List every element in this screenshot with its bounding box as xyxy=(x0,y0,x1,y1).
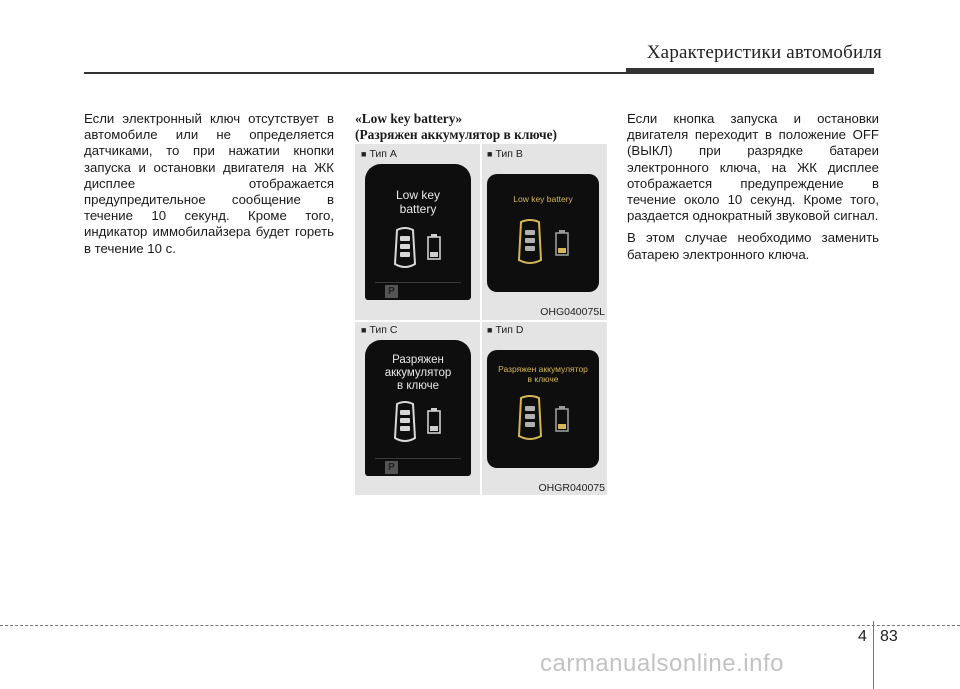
heading-russian: (Разряжен аккумулятор в ключе) xyxy=(355,127,558,143)
battery-icon xyxy=(555,230,569,256)
figure-divider-horizontal xyxy=(355,320,607,322)
panel-c-message: Разряжен аккумулятор в ключе xyxy=(384,354,452,392)
panel-separator xyxy=(375,282,461,283)
smart-key-icon xyxy=(517,394,543,442)
type-a-label: ■ Тип A xyxy=(361,148,397,160)
smart-key-icon xyxy=(393,400,417,444)
heading-english: «Low key battery» xyxy=(355,111,463,126)
display-panel-d xyxy=(487,350,599,468)
page-number-separator xyxy=(873,621,874,689)
square-bullet-icon: ■ xyxy=(487,149,493,159)
panel-separator xyxy=(375,458,461,459)
header-rule-accent xyxy=(626,68,874,73)
type-d-label: ■ Тип D xyxy=(487,324,524,336)
smart-key-icon xyxy=(393,226,417,270)
left-paragraph: Если электронный ключ отсутствует в автомобиле или не определяется датчиками, то при нажатии кнопки запуска и остановки двигателя на ЖК дисплее отображается предупредительное сообщение в течение 10 секунд. Кроме того, индикатор иммобилайзера будет гореть в течение 10 с. xyxy=(84,111,334,256)
smart-key-icon xyxy=(517,218,543,266)
right-paragraph-1: Если кнопка запуска и остановки двигателя переходит в положение OFF (ВЫКЛ) при разрядке батареи электронного ключа, на ЖК дисплее отображается предупреждение в течение около 10 секунд. Кроме того, раздается однократный звуковой сигнал. xyxy=(627,111,879,224)
square-bullet-icon: ■ xyxy=(361,149,367,159)
square-bullet-icon: ■ xyxy=(487,325,493,335)
parking-icon: P xyxy=(385,461,398,474)
left-column xyxy=(84,111,334,263)
right-column xyxy=(627,111,879,269)
display-panel-c xyxy=(365,340,471,476)
page-number: 83 xyxy=(880,628,898,645)
header-title: Характеристики автомобиля xyxy=(646,42,882,63)
panel-b-message: Low key battery xyxy=(513,194,573,204)
figure-code-bottom: OHGR040075 xyxy=(538,482,605,494)
right-paragraph-2: В этом случае необходимо заменить батарею электронного ключа. xyxy=(627,230,879,262)
display-panel-b xyxy=(487,174,599,292)
battery-icon xyxy=(555,406,569,432)
parking-icon: P xyxy=(385,285,398,298)
figure-code-top: OHG040075L xyxy=(540,306,605,318)
section-heading xyxy=(355,111,615,144)
display-figure xyxy=(355,144,607,495)
footer-dashed-line xyxy=(0,625,960,626)
panel-d-message: Разряжен аккумулятор в ключе xyxy=(498,364,588,384)
section-number: 4 xyxy=(858,628,867,645)
square-bullet-icon: ■ xyxy=(361,325,367,335)
watermark: carmanualsonline.info xyxy=(540,650,784,677)
battery-icon xyxy=(427,234,441,260)
display-panel-a xyxy=(365,164,471,300)
battery-icon xyxy=(427,408,441,434)
type-b-label: ■ Тип B xyxy=(487,148,523,160)
panel-a-message: Low key battery xyxy=(395,188,441,216)
type-c-label: ■ Тип C xyxy=(361,324,398,336)
